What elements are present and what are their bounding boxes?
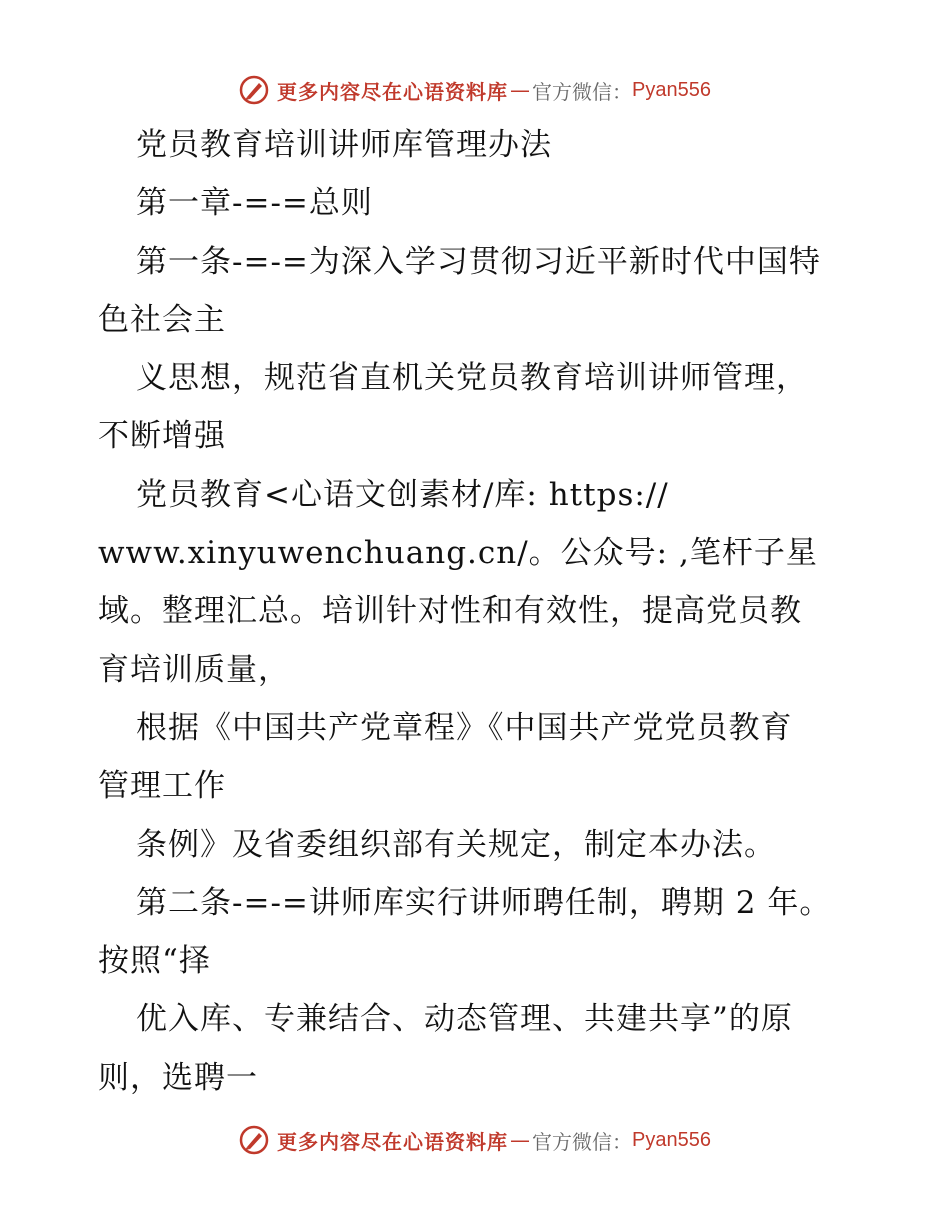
banner-official-label: 官方微信： (532, 79, 633, 104)
text-line: www.xinyuwenchuang.cn/。公众号: ,笔杆子星 (98, 535, 818, 572)
text-line: 优入库、专兼结合、动态管理、共建共享”的原 (136, 1001, 793, 1038)
text-line: 管理工作 (98, 768, 226, 805)
banner-dash: — (510, 1128, 531, 1152)
text-line: 第二条-=-=讲师库实行讲师聘任制，聘期 2 年。 (136, 884, 832, 921)
banner-wechat-id: Pyan556 (632, 1128, 711, 1151)
banner-wechat-id: Pyan556 (632, 78, 711, 101)
pen-logo-icon (239, 75, 269, 105)
banner-official-label: 官方微信： (532, 1129, 633, 1154)
header-banner (0, 70, 950, 110)
banner-brand-text: 更多内容尽在心语资料库 (277, 79, 509, 104)
document-title: 党员教育培训讲师库管理办法 (136, 127, 552, 163)
text-line: 育培训质量， (98, 651, 290, 688)
text-line: 则，选聘一 (98, 1059, 258, 1096)
text-line: 第一条-=-=为深入学习贯彻习近平新时代中国特 (136, 243, 821, 280)
text-line: 不断增强 (98, 418, 226, 455)
banner-dash: — (510, 78, 531, 102)
chapter-heading: 第一章-=-=总则 (136, 185, 373, 222)
text-line: 义思想，规范省直机关党员教育培训讲师管理， (136, 360, 808, 397)
text-line: 色社会主 (98, 301, 226, 338)
text-line: 域。整理汇总。培训针对性和有效性，提高党员教 (98, 593, 802, 630)
text-line: 按照“择 (98, 943, 211, 980)
banner-brand-text: 更多内容尽在心语资料库 (277, 1129, 509, 1154)
footer-banner (0, 1120, 950, 1160)
text-line: 条例》及省委组织部有关规定，制定本办法。 (136, 826, 776, 863)
pen-logo-icon (239, 1125, 269, 1155)
text-line: 党员教育<心语文创素材/库: https:// (136, 476, 669, 513)
text-line: 根据《中国共产党章程》《中国共产党党员教育 (136, 709, 793, 746)
document-body (98, 116, 858, 1107)
